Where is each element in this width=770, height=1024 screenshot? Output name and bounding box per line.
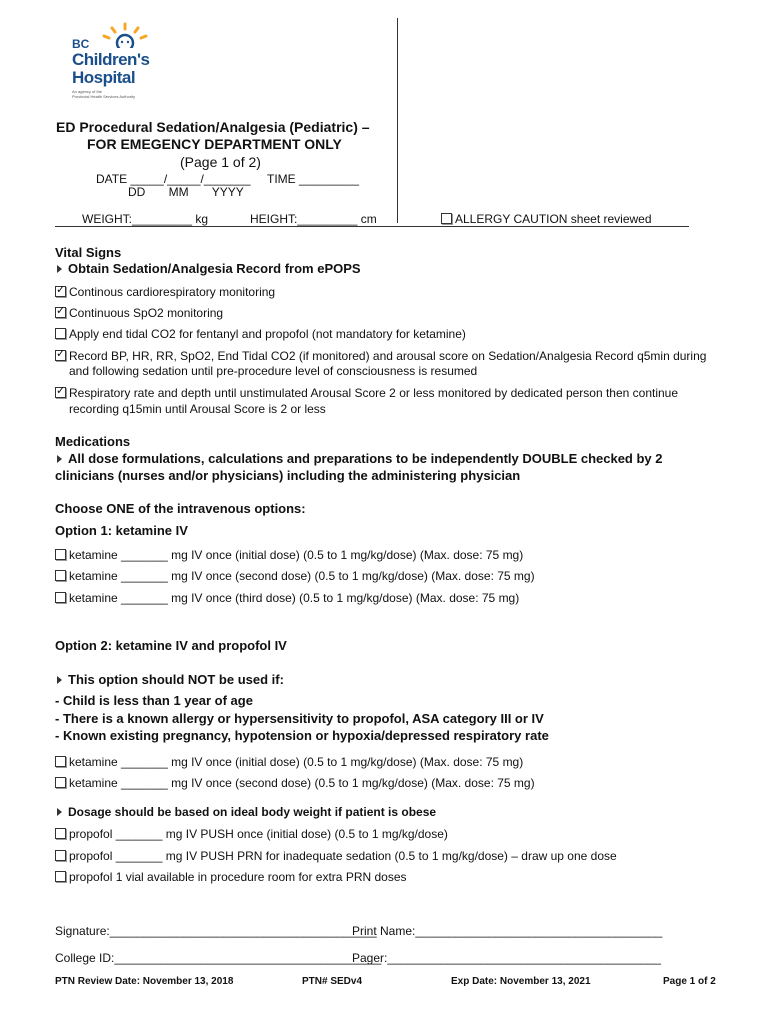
height-field[interactable]: HEIGHT:_________ cm <box>250 212 377 226</box>
header-underline-right <box>397 226 689 227</box>
option1-item[interactable] <box>55 547 523 563</box>
contraindication: - Known existing pregnancy, hypotension or hypoxia/depressed respiratory rate <box>55 728 549 743</box>
logo-tagline1: An agency of the <box>72 89 103 94</box>
propofol-item[interactable] <box>55 826 448 842</box>
arrow-icon <box>57 676 62 684</box>
option2-item-label: ketamine _______ mg IV once (initial dose) (0.5 to 1 mg/kg/dose) (Max. dose: 75 mg) <box>69 755 524 769</box>
form-title-line1: ED Procedural Sedation/Analgesia (Pediatric) – <box>56 119 370 135</box>
footer-page: Page 1 of 2 <box>663 976 716 987</box>
footer-ptn: PTN# SEDv4 <box>302 976 363 987</box>
form-title-line2: FOR EMEGENCY DEPARTMENT ONLY <box>87 136 342 152</box>
option1-item-label: ketamine _______ mg IV once (initial dose) (0.5 to 1 mg/kg/dose) (Max. dose: 75 mg) <box>69 548 524 562</box>
checkbox[interactable] <box>55 871 66 882</box>
checkbox[interactable] <box>55 570 66 581</box>
checkbox-checked[interactable] <box>55 307 66 318</box>
vitals-item-label: Continuous SpO2 monitoring <box>69 306 224 320</box>
footer-review-date: PTN Review Date: November 13, 2018 <box>55 976 234 987</box>
double-check-note <box>55 450 663 468</box>
vitals-item-label: Continous cardiorespiratory monitoring <box>69 285 276 299</box>
checkbox-checked[interactable] <box>55 286 66 297</box>
vitals-item-label: Apply end tidal CO2 for fentanyl and propofol (not mandatory for ketamine) <box>69 327 466 341</box>
vitals-sub-text: Obtain Sedation/Analgesia Record from ePOPS <box>68 261 361 276</box>
option1-item-label: ketamine _______ mg IV once (third dose) (0.5 to 1 mg/kg/dose) (Max. dose: 75 mg) <box>69 591 520 605</box>
vitals-item-label: Record BP, HR, RR, SpO2, End Tidal CO2 (if monitored) and arousal score on Sedation/Analgesia Record q5min during <box>69 349 707 363</box>
option1-item[interactable] <box>55 590 519 606</box>
allergy-checkbox[interactable] <box>441 213 452 224</box>
checkbox[interactable] <box>55 328 66 339</box>
choose-option-heading: Choose ONE of the intravenous options: <box>55 501 306 516</box>
checkbox[interactable] <box>55 828 66 839</box>
time-field[interactable]: TIME _________ <box>267 172 360 186</box>
vitals-item-continued: and following sedation until pre-procedure level of consciousness is resumed <box>69 364 478 378</box>
contraindication: - There is a known allergy or hypersensitivity to propofol, ASA category III or IV <box>55 711 544 726</box>
checkbox[interactable] <box>55 549 66 560</box>
date-field[interactable]: DATE _____/_____/_______ <box>96 172 251 186</box>
checkbox[interactable] <box>55 850 66 861</box>
allergy-checkbox-row[interactable] <box>441 212 652 227</box>
vitals-item[interactable] <box>55 348 706 364</box>
option2-item-label: ketamine _______ mg IV once (second dose) (0.5 to 1 mg/kg/dose) (Max. dose: 75 mg) <box>69 776 535 790</box>
checkbox[interactable] <box>55 777 66 788</box>
header-underline-left <box>55 226 397 227</box>
college-id-field[interactable]: College ID:________________________________________ <box>55 951 382 965</box>
signature-field[interactable]: Signature:________________________________________ <box>55 924 377 938</box>
vitals-item[interactable] <box>55 284 275 300</box>
logo-tagline2: Provincial Health Services Authority <box>72 94 136 99</box>
header-divider <box>397 18 398 223</box>
logo-line2: Children's <box>72 50 150 69</box>
propofol-item[interactable] <box>55 848 617 864</box>
vitals-item[interactable] <box>55 305 223 321</box>
arrow-icon <box>57 808 62 816</box>
page-indicator: (Page 1 of 2) <box>180 154 261 170</box>
option2-warning <box>55 671 284 689</box>
checkbox[interactable] <box>55 756 66 767</box>
option2-ketamine-item[interactable] <box>55 775 535 791</box>
pager-field[interactable]: Pager:_________________________________________ <box>352 951 661 965</box>
option2-warning-text: This option should NOT be used if: <box>68 672 284 687</box>
checkbox-checked[interactable] <box>55 387 66 398</box>
footer-exp-date: Exp Date: November 13, 2021 <box>451 976 591 987</box>
logo-line3: Hospital <box>72 68 136 87</box>
weight-field[interactable]: WEIGHT:_________ kg <box>82 212 209 226</box>
propofol-item-label: propofol _______ mg IV PUSH PRN for inadequate sedation (0.5 to 1 mg/kg/dose) – draw up one dose <box>69 849 617 863</box>
dosage-note-text: Dosage should be based on ideal body weight if patient is obese <box>68 805 437 819</box>
option2-ketamine-item[interactable] <box>55 754 523 770</box>
option1-title: Option 1: ketamine IV <box>55 523 188 538</box>
arrow-icon <box>57 265 62 273</box>
allergy-label: ALLERGY CAUTION sheet reviewed <box>455 212 652 226</box>
option1-item-label: ketamine _______ mg IV once (second dose) (0.5 to 1 mg/kg/dose) (Max. dose: 75 mg) <box>69 569 535 583</box>
double-check-note-line2: clinicians (nurses and/or physicians) including the administering physician <box>55 468 521 483</box>
date-format-labels: DD MM YYYY <box>128 185 244 199</box>
option1-item[interactable] <box>55 568 535 584</box>
hospital-logo <box>70 22 170 102</box>
dosage-note <box>55 804 436 820</box>
contraindication: - Child is less than 1 year of age <box>55 693 253 708</box>
sun-icon <box>100 22 150 48</box>
print-name-field[interactable]: Print Name:_____________________________________ <box>352 924 663 938</box>
vitals-item[interactable] <box>55 385 678 401</box>
vitals-heading: Vital Signs <box>55 245 122 260</box>
medications-heading: Medications <box>55 434 131 449</box>
vitals-item[interactable] <box>55 326 466 342</box>
checkbox-checked[interactable] <box>55 350 66 361</box>
option2-title: Option 2: ketamine IV and propofol IV <box>55 638 287 653</box>
arrow-icon <box>57 455 62 463</box>
propofol-item-label: propofol _______ mg IV PUSH once (initial dose) (0.5 to 1 mg/kg/dose) <box>69 827 448 841</box>
propofol-item[interactable] <box>55 869 407 885</box>
vitals-item-label: Respiratory rate and depth until unstimulated Arousal Score 2 or less monitored by dedicated person then continue <box>69 386 679 400</box>
logo-line1: BC <box>72 37 90 51</box>
vitals-item-continued: recording q15min until Arousal Score is 2 or less <box>69 402 326 416</box>
vitals-subheading <box>55 260 361 278</box>
double-check-note-line1: All dose formulations, calculations and preparations to be independently DOUBLE checked by 2 <box>68 451 663 466</box>
checkbox[interactable] <box>55 592 66 603</box>
propofol-item-label: propofol 1 vial available in procedure room for extra PRN doses <box>69 870 407 884</box>
